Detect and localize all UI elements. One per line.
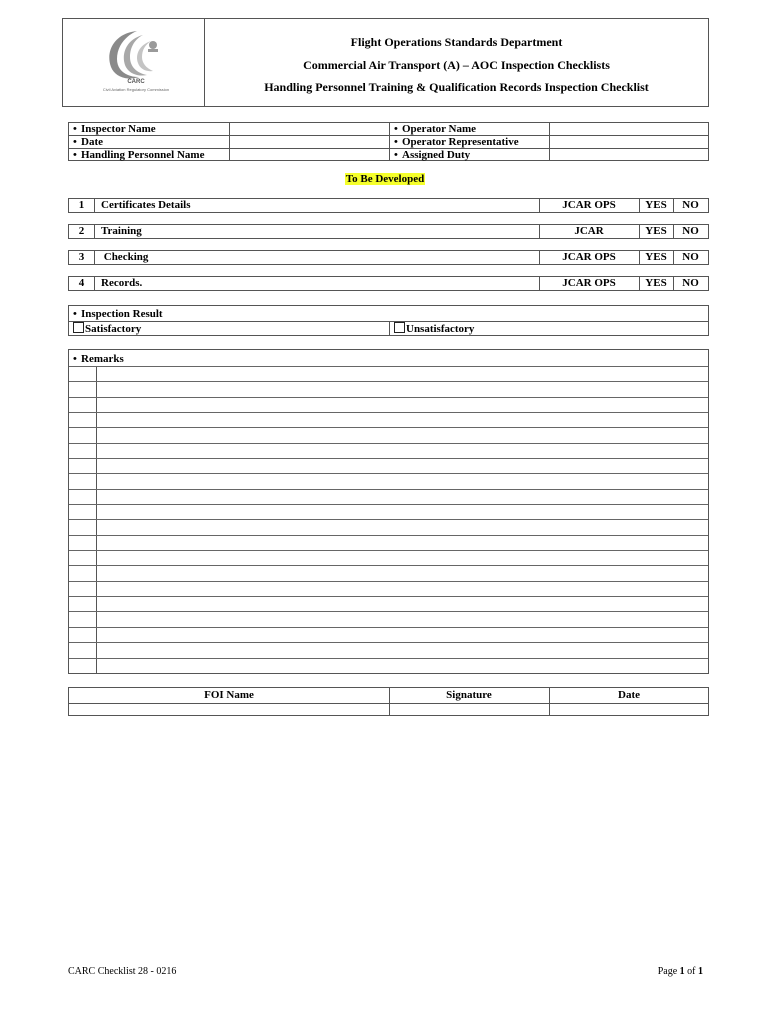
section-title: Checking bbox=[101, 251, 149, 263]
operator-representative-label: • Operator Representative bbox=[394, 136, 519, 148]
operator-name-label: • Operator Name bbox=[394, 123, 477, 135]
section-reference: JCAR OPS bbox=[562, 199, 616, 211]
assigned-duty-label: • Assigned Duty bbox=[394, 149, 471, 161]
footer-page-number: Page 1 of 1 bbox=[657, 966, 703, 977]
foi-name-header: FOI Name bbox=[204, 689, 254, 701]
no-option[interactable]: NO bbox=[682, 199, 699, 211]
checklist-category-title: Commercial Air Transport (A) – AOC Inspection Checklists bbox=[303, 58, 610, 72]
inspector-name-label: • Inspector Name bbox=[73, 123, 156, 135]
section-title: Records. bbox=[101, 277, 143, 289]
department-title: Flight Operations Standards Department bbox=[350, 35, 563, 49]
satisfactory-checkbox-icon[interactable] bbox=[73, 322, 84, 333]
section-number: 4 bbox=[78, 277, 85, 289]
logo-text: CARC bbox=[127, 79, 145, 85]
remarks-box bbox=[68, 349, 709, 674]
unsatisfactory-checkbox-icon[interactable] bbox=[394, 322, 405, 333]
section-reference: JCAR OPS bbox=[562, 277, 616, 289]
assigned-duty-field[interactable] bbox=[551, 150, 707, 159]
operator-representative-field[interactable] bbox=[551, 137, 707, 147]
inspection-result-label: • Inspection Result bbox=[73, 308, 163, 320]
yes-option[interactable]: YES bbox=[645, 277, 667, 289]
remarks-field[interactable] bbox=[98, 367, 706, 672]
foi-name-field[interactable] bbox=[70, 704, 388, 714]
yes-option[interactable]: YES bbox=[645, 225, 667, 237]
section-row bbox=[68, 250, 709, 265]
logo-subtitle: Civil Aviation Regulatory Commission bbox=[102, 87, 170, 92]
handling-personnel-name-label: • Handling Personnel Name bbox=[73, 149, 205, 161]
checklist-title: Handling Personnel Training & Qualification Records Inspection Checklist bbox=[264, 80, 649, 94]
no-option[interactable]: NO bbox=[682, 277, 699, 289]
signature-header: Signature bbox=[446, 689, 492, 701]
document-header bbox=[62, 18, 709, 107]
no-option[interactable]: NO bbox=[682, 225, 699, 237]
inspection-result-box bbox=[68, 305, 709, 336]
section-title: Training bbox=[101, 225, 142, 237]
logo-cell bbox=[63, 19, 205, 106]
date-field-sign[interactable] bbox=[550, 704, 707, 714]
section-number: 1 bbox=[78, 199, 85, 211]
remarks-label: • Remarks bbox=[73, 353, 124, 365]
section-reference: JCAR bbox=[574, 225, 604, 237]
section-title: Certificates Details bbox=[101, 199, 191, 211]
section-number: 3 bbox=[78, 251, 85, 263]
yes-option[interactable]: YES bbox=[645, 199, 667, 211]
no-option[interactable]: NO bbox=[682, 251, 699, 263]
inspector-name-field[interactable] bbox=[231, 124, 387, 134]
section-row bbox=[68, 198, 709, 213]
satisfactory-option[interactable]: Satisfactory bbox=[73, 322, 141, 336]
section-number: 2 bbox=[78, 225, 85, 237]
unsatisfactory-option[interactable]: Unsatisfactory bbox=[394, 322, 474, 336]
signature-field[interactable] bbox=[390, 704, 548, 714]
to-be-developed-note: To Be Developed bbox=[345, 173, 425, 185]
date-field[interactable] bbox=[231, 137, 387, 147]
footer-checklist-id: CARC Checklist 28 - 0216 bbox=[68, 966, 177, 977]
date-label: • Date bbox=[73, 136, 103, 148]
inspector-info-table bbox=[68, 122, 709, 161]
handling-personnel-name-field[interactable] bbox=[231, 150, 387, 159]
signature-table bbox=[68, 687, 709, 716]
section-reference: JCAR OPS bbox=[562, 251, 616, 263]
date-header: Date bbox=[618, 689, 640, 701]
section-row bbox=[68, 276, 709, 291]
yes-option[interactable]: YES bbox=[645, 251, 667, 263]
section-row bbox=[68, 224, 709, 239]
operator-name-field[interactable] bbox=[551, 124, 707, 134]
